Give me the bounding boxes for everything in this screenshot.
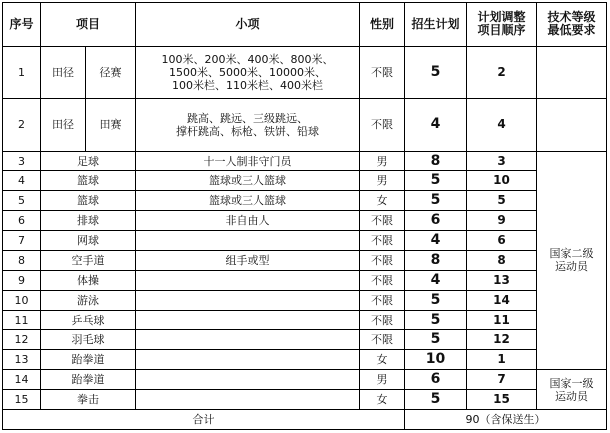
row-event: 乒乓球	[41, 310, 136, 330]
row-sub-event	[136, 350, 360, 370]
row-gender: 不限	[360, 310, 405, 330]
row-no: 13	[3, 350, 41, 370]
row-sub-event: 篮球或三人篮球	[136, 171, 360, 191]
table-row	[3, 370, 607, 390]
row-no: 14	[3, 370, 41, 390]
row-gender: 女	[360, 390, 405, 410]
table-row	[3, 290, 607, 310]
row-gender: 男	[360, 370, 405, 390]
table-row	[3, 151, 607, 171]
header-plan: 招生计划	[405, 3, 467, 47]
table-row	[3, 231, 607, 251]
row-order: 13	[467, 270, 537, 290]
level-cell-blank	[537, 99, 607, 151]
row-order: 8	[467, 250, 537, 270]
row-gender: 不限	[360, 46, 405, 98]
row-event: 空手道	[41, 250, 136, 270]
table-row	[3, 270, 607, 290]
row-order: 9	[467, 211, 537, 231]
row-order: 4	[467, 99, 537, 151]
row-gender: 不限	[360, 231, 405, 251]
row-plan: 5	[405, 310, 467, 330]
level-cell-blank	[537, 46, 607, 98]
row-sub-event: 跳高、跳远、三级跳远、 撑杆跳高、标枪、铁饼、铅球	[136, 99, 360, 151]
row-order: 12	[467, 330, 537, 350]
row-plan: 5	[405, 390, 467, 410]
row-plan: 5	[405, 330, 467, 350]
table-row	[3, 350, 607, 370]
row-no: 15	[3, 390, 41, 410]
row-order: 6	[467, 231, 537, 251]
row-event: 田径	[41, 46, 86, 98]
row-event: 篮球	[41, 191, 136, 211]
row-plan: 4	[405, 231, 467, 251]
row-order: 14	[467, 290, 537, 310]
row-sub-event: 十一人制非守门员	[136, 151, 360, 171]
level-requirement-national-1: 国家一级 运动员	[537, 370, 607, 410]
table-row	[3, 46, 607, 98]
row-gender: 男	[360, 151, 405, 171]
row-gender: 不限	[360, 290, 405, 310]
row-order: 5	[467, 191, 537, 211]
row-sub-event	[136, 310, 360, 330]
row-no: 5	[3, 191, 41, 211]
row-gender: 不限	[360, 99, 405, 151]
row-no: 6	[3, 211, 41, 231]
header-row	[3, 3, 607, 47]
row-plan: 5	[405, 46, 467, 98]
enrollment-table	[2, 2, 607, 430]
header-event: 项目	[41, 3, 136, 47]
row-order: 11	[467, 310, 537, 330]
row-no: 2	[3, 99, 41, 151]
total-row	[3, 409, 607, 429]
row-sub-event: 非自由人	[136, 211, 360, 231]
row-sub-event	[136, 370, 360, 390]
header-sub-event: 小项	[136, 3, 360, 47]
row-plan: 4	[405, 270, 467, 290]
row-sub-event: 100米、200米、400米、800米、 1500米、5000米、10000米、 100米栏、110米栏、400米栏	[136, 46, 360, 98]
table-row	[3, 250, 607, 270]
row-order: 15	[467, 390, 537, 410]
row-event: 拳击	[41, 390, 136, 410]
row-no: 9	[3, 270, 41, 290]
row-event: 体操	[41, 270, 136, 290]
row-no: 7	[3, 231, 41, 251]
table-row	[3, 390, 607, 410]
row-gender: 不限	[360, 270, 405, 290]
row-no: 4	[3, 171, 41, 191]
row-event-sub: 田赛	[86, 99, 136, 151]
row-plan: 6	[405, 370, 467, 390]
total-value: 90（含保送生）	[405, 409, 607, 429]
row-sub-event: 篮球或三人篮球	[136, 191, 360, 211]
row-plan: 4	[405, 99, 467, 151]
row-gender: 男	[360, 171, 405, 191]
row-no: 11	[3, 310, 41, 330]
row-sub-event	[136, 390, 360, 410]
row-order: 2	[467, 46, 537, 98]
row-gender: 女	[360, 191, 405, 211]
table-row	[3, 211, 607, 231]
row-sub-event	[136, 290, 360, 310]
header-gender: 性别	[360, 3, 405, 47]
row-sub-event	[136, 270, 360, 290]
row-gender: 女	[360, 350, 405, 370]
header-order: 计划调整 项目顺序	[467, 3, 537, 47]
total-label: 合计	[3, 409, 405, 429]
row-event: 跆拳道	[41, 370, 136, 390]
row-plan: 5	[405, 171, 467, 191]
table-row	[3, 330, 607, 350]
row-gender: 不限	[360, 211, 405, 231]
row-gender: 不限	[360, 250, 405, 270]
row-plan: 5	[405, 290, 467, 310]
row-sub-event	[136, 231, 360, 251]
table-row	[3, 310, 607, 330]
row-order: 7	[467, 370, 537, 390]
row-plan: 6	[405, 211, 467, 231]
row-order: 1	[467, 350, 537, 370]
header-no: 序号	[3, 3, 41, 47]
row-no: 1	[3, 46, 41, 98]
table-row	[3, 171, 607, 191]
row-sub-event	[136, 330, 360, 350]
row-event: 羽毛球	[41, 330, 136, 350]
row-event: 田径	[41, 99, 86, 151]
row-event: 游泳	[41, 290, 136, 310]
row-event-sub: 径赛	[86, 46, 136, 98]
row-gender: 不限	[360, 330, 405, 350]
row-no: 10	[3, 290, 41, 310]
row-plan: 5	[405, 191, 467, 211]
row-event: 足球	[41, 151, 136, 171]
row-plan: 10	[405, 350, 467, 370]
row-event: 网球	[41, 231, 136, 251]
row-event: 跆拳道	[41, 350, 136, 370]
row-sub-event: 组手或型	[136, 250, 360, 270]
table-row	[3, 191, 607, 211]
row-plan: 8	[405, 151, 467, 171]
row-no: 8	[3, 250, 41, 270]
row-no: 3	[3, 151, 41, 171]
row-event: 排球	[41, 211, 136, 231]
row-order: 10	[467, 171, 537, 191]
header-level: 技术等级 最低要求	[537, 3, 607, 47]
row-event: 篮球	[41, 171, 136, 191]
row-no: 12	[3, 330, 41, 350]
level-requirement-national-2: 国家二级 运动员	[537, 151, 607, 370]
row-plan: 8	[405, 250, 467, 270]
row-order: 3	[467, 151, 537, 171]
table-row	[3, 99, 607, 151]
